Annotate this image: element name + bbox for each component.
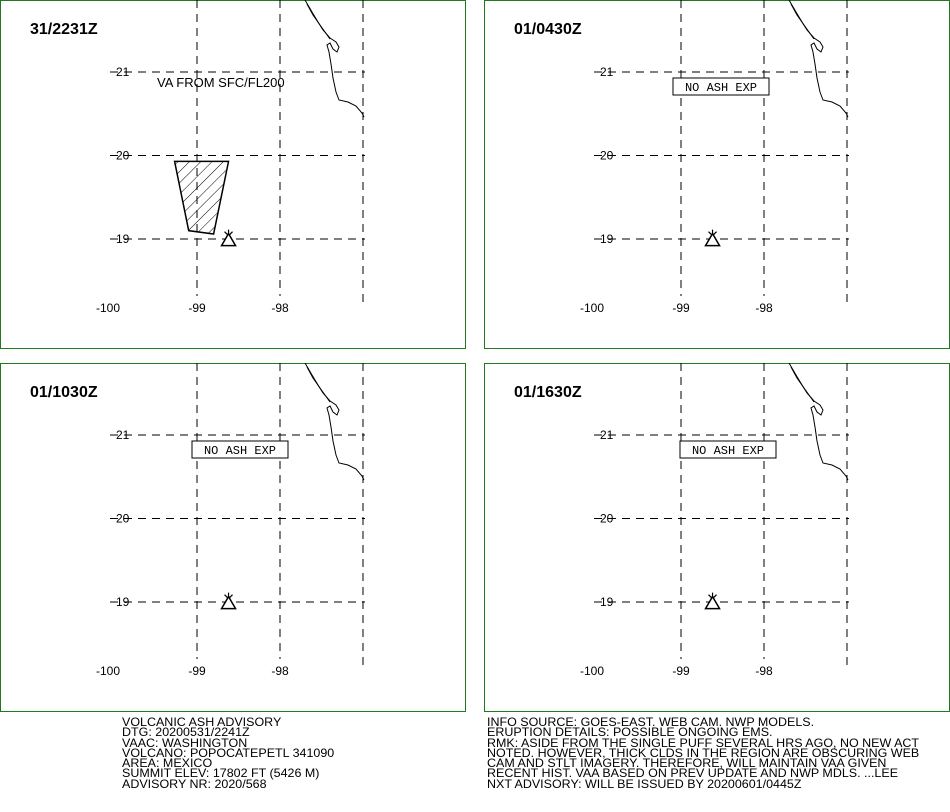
advisory-line: NXT ADVISORY: WILL BE ISSUED BY 20200601/0445Z — [487, 776, 802, 791]
advisory-left-block — [122, 717, 334, 789]
lon-label: -98 — [271, 664, 289, 678]
lat-label: 20 — [116, 148, 130, 163]
ash-annotation: NO ASH EXP — [691, 444, 765, 458]
advisory-line: RMK: ASIDE FROM THE SINGLE PUFF SEVERAL HRS AGO, NO NEW ACT — [487, 735, 920, 750]
lon-label: -99 — [188, 664, 206, 678]
lon-label: -99 — [188, 301, 206, 315]
lon-label: -99 — [672, 301, 690, 315]
map-svg — [0, 363, 466, 712]
valid-time-label: 31/2231Z — [30, 21, 98, 38]
advisory-line: VOLCANIC ASH ADVISORY — [122, 715, 282, 729]
lon-label: -98 — [271, 301, 289, 315]
advisory-line: SUMMIT ELEV: 17802 FT (5426 M) — [122, 766, 320, 781]
lat-label: 19 — [116, 232, 130, 246]
advisory-line: ADVISORY NR: 2020/568 — [122, 776, 267, 791]
advisory-line: DTG: 20200531/2241Z — [122, 725, 250, 740]
lon-label: -98 — [755, 664, 773, 678]
lat-label: 21 — [116, 428, 130, 442]
advisory-line: VAAC: WASHINGTON — [122, 735, 248, 750]
lon-label: -100 — [579, 301, 605, 315]
advisory-line: CAM AND STLT IMAGERY. THEREFORE, WILL MAINTAIN VAA GIVEN — [487, 756, 887, 771]
panel-frame — [485, 364, 950, 712]
lon-label: -99 — [672, 664, 690, 678]
panel-frame — [1, 1, 466, 349]
lon-label: -98 — [755, 301, 773, 315]
advisory-line: VOLCANO: POPOCATEPETL 341090 — [122, 745, 335, 760]
ash-annotation: NO ASH EXP — [203, 444, 277, 458]
valid-time-label: 01/1630Z — [514, 384, 582, 401]
ash-annotation: NO ASH EXP — [684, 81, 758, 95]
lon-label: -100 — [95, 664, 121, 678]
advisory-line: INFO SOURCE: GOES-EAST. WEB CAM. NWP MODELS. — [487, 715, 815, 729]
map-panel-1 — [0, 0, 466, 349]
lat-label: 20 — [116, 511, 130, 526]
valid-time-label: 01/1030Z — [30, 384, 98, 401]
advisory-line: RECENT HIST. VAA BASED ON PREV UPDATE AND NWP MDLS. ...LEE — [487, 766, 899, 781]
lat-label: 21 — [116, 65, 130, 79]
advisory-line: NOTED. HOWEVER, THICK CLDS IN THE REGION ARE OBSCURING WEB — [487, 745, 920, 760]
map-panel-4 — [484, 363, 950, 712]
lat-label: 21 — [600, 428, 614, 442]
lon-label: -100 — [95, 301, 121, 315]
map-svg — [484, 363, 950, 712]
map-panel-3 — [0, 363, 466, 712]
lon-label: -100 — [579, 664, 605, 678]
lat-label: 21 — [600, 65, 614, 79]
ash-annotation: VA FROM SFC/FL200 — [157, 75, 285, 90]
advisory-line: AREA: MEXICO — [122, 756, 213, 771]
valid-time-label: 01/0430Z — [514, 21, 582, 38]
lat-label: 20 — [600, 148, 614, 163]
map-panel-2 — [484, 0, 950, 349]
advisory-right-block — [487, 717, 919, 789]
lat-label: 20 — [600, 511, 614, 526]
lat-label: 19 — [600, 232, 614, 246]
advisory-line: ERUPTION DETAILS: POSSIBLE ONGOING EMS. — [487, 725, 773, 740]
map-svg — [0, 0, 466, 349]
lat-label: 19 — [600, 595, 614, 609]
map-svg — [484, 0, 950, 349]
panel-frame — [1, 364, 466, 712]
lat-label: 19 — [116, 595, 130, 609]
panel-frame — [485, 1, 950, 349]
